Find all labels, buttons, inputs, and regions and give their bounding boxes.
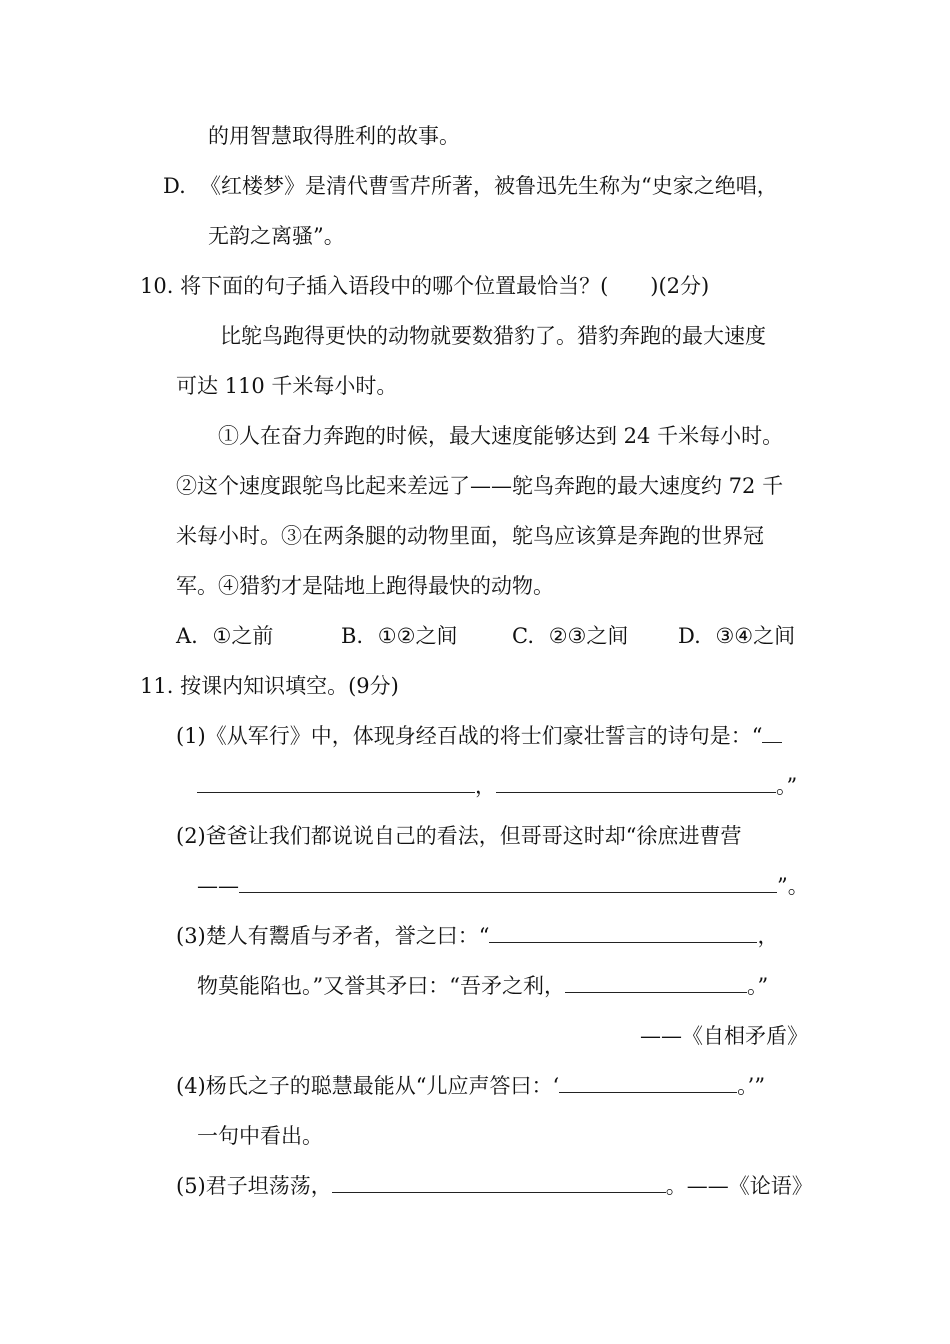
q10-option-b-label: B. — [341, 624, 364, 648]
q10-option-b[interactable] — [341, 622, 457, 650]
q11-part4-end: 。’” — [737, 1074, 766, 1098]
q10-option-c[interactable] — [512, 622, 628, 650]
q11-part2-dash: —— — [197, 874, 239, 898]
q11-part5-prompt: (5)君子坦荡荡， — [176, 1174, 332, 1198]
q11-part4-prompt: (4)杨氏之子的聪慧最能从“儿应声答曰：‘ — [176, 1074, 560, 1098]
q11-part3-line1 — [176, 922, 778, 950]
q9-option-d-line1: 《红楼梦》是清代曹雪芹所著，被鲁迅先生称为“史家之绝唱， — [200, 174, 778, 198]
q10-stem — [140, 272, 709, 300]
q11-part3-source: ——《自相矛盾》 — [640, 1024, 808, 1048]
q11-part1-line1 — [176, 722, 782, 750]
q11-part5-line — [176, 1172, 813, 1200]
q10-passage-line4: 军。④猎豹才是陆地上跑得最快的动物。 — [176, 574, 554, 598]
q11-part1-comma: ， — [475, 774, 496, 798]
q10-stem-text: 10. 将下面的句子插入语段中的哪个位置最恰当？( — [140, 274, 609, 298]
q11-part5-blank[interactable] — [332, 1172, 666, 1193]
q10-passage-line3: 米每小时。③在两条腿的动物里面，鸵鸟应该算是奔跑的世界冠 — [176, 524, 764, 548]
q11-part1-line2 — [197, 772, 797, 800]
q9-option-d-line2: 无韵之离骚”。 — [208, 224, 345, 248]
q11-part3-blank-a[interactable] — [489, 922, 757, 943]
q10-passage-line1: ①人在奋力奔跑的时候，最大速度能够达到 24 千米每小时。 — [218, 424, 784, 448]
q10-insert-sentence-line1: 比鸵鸟跑得更快的动物就要数猎豹了。猎豹奔跑的最大速度 — [220, 324, 766, 348]
q10-stem-score: )(2分) — [650, 274, 710, 298]
q10-insert-sentence-line2: 可达 110 千米每小时。 — [176, 374, 398, 398]
q10-option-c-text: ②③之间 — [548, 624, 629, 648]
q11-part2-blank[interactable] — [239, 872, 777, 893]
q11-part1-blank-b[interactable] — [496, 772, 776, 793]
q10-option-b-text: ①②之间 — [377, 624, 458, 648]
q10-option-a-label: A. — [176, 624, 198, 648]
q10-option-d-text: ③④之间 — [715, 624, 796, 648]
q11-stem: 11. 按课内知识填空。(9分) — [140, 674, 399, 698]
q9-option-c-continuation: 的用智慧取得胜利的故事。 — [208, 124, 460, 148]
q10-passage-line2: ②这个速度跟鸵鸟比起来差远了——鸵鸟奔跑的最大速度约 72 千 — [176, 474, 784, 498]
q11-part4-line1 — [176, 1072, 765, 1100]
q11-part1-end: 。” — [776, 774, 798, 798]
q11-part1-blank-start[interactable] — [762, 722, 782, 743]
q11-part2-line2 — [197, 872, 809, 900]
q11-part2-line1: (2)爸爸让我们都说说自己的看法，但哥哥这时却“徐庶进曹营 — [176, 824, 742, 848]
q11-part3-line2 — [197, 972, 768, 1000]
q11-part4-line2: 一句中看出。 — [197, 1124, 323, 1148]
q11-part1-blank-a[interactable] — [197, 772, 475, 793]
q11-part5-end: 。——《论语》 — [665, 1174, 813, 1198]
q11-part3-blank-b[interactable] — [565, 972, 747, 993]
q10-option-d[interactable] — [678, 622, 795, 650]
q9-option-d-label: D. — [163, 174, 186, 198]
q11-part1-prompt: (1)《从军行》中，体现身经百战的将士们豪壮誓言的诗句是：“ — [176, 724, 763, 748]
q11-part2-end: ”。 — [777, 874, 809, 898]
q10-option-c-label: C. — [512, 624, 534, 648]
q11-part3-line2-text: 物莫能陷也。”又誉其矛曰：“吾矛之利， — [197, 974, 565, 998]
q11-part3-prompt: (3)楚人有鬻盾与矛者，誉之曰：“ — [176, 924, 490, 948]
q11-part3-end: 。” — [746, 974, 769, 998]
q10-option-d-label: D. — [678, 624, 701, 648]
q11-part4-blank[interactable] — [559, 1072, 737, 1093]
q11-part3-comma: ， — [757, 924, 779, 948]
q10-option-a[interactable] — [176, 622, 273, 650]
q10-option-a-text: ①之前 — [212, 624, 274, 648]
